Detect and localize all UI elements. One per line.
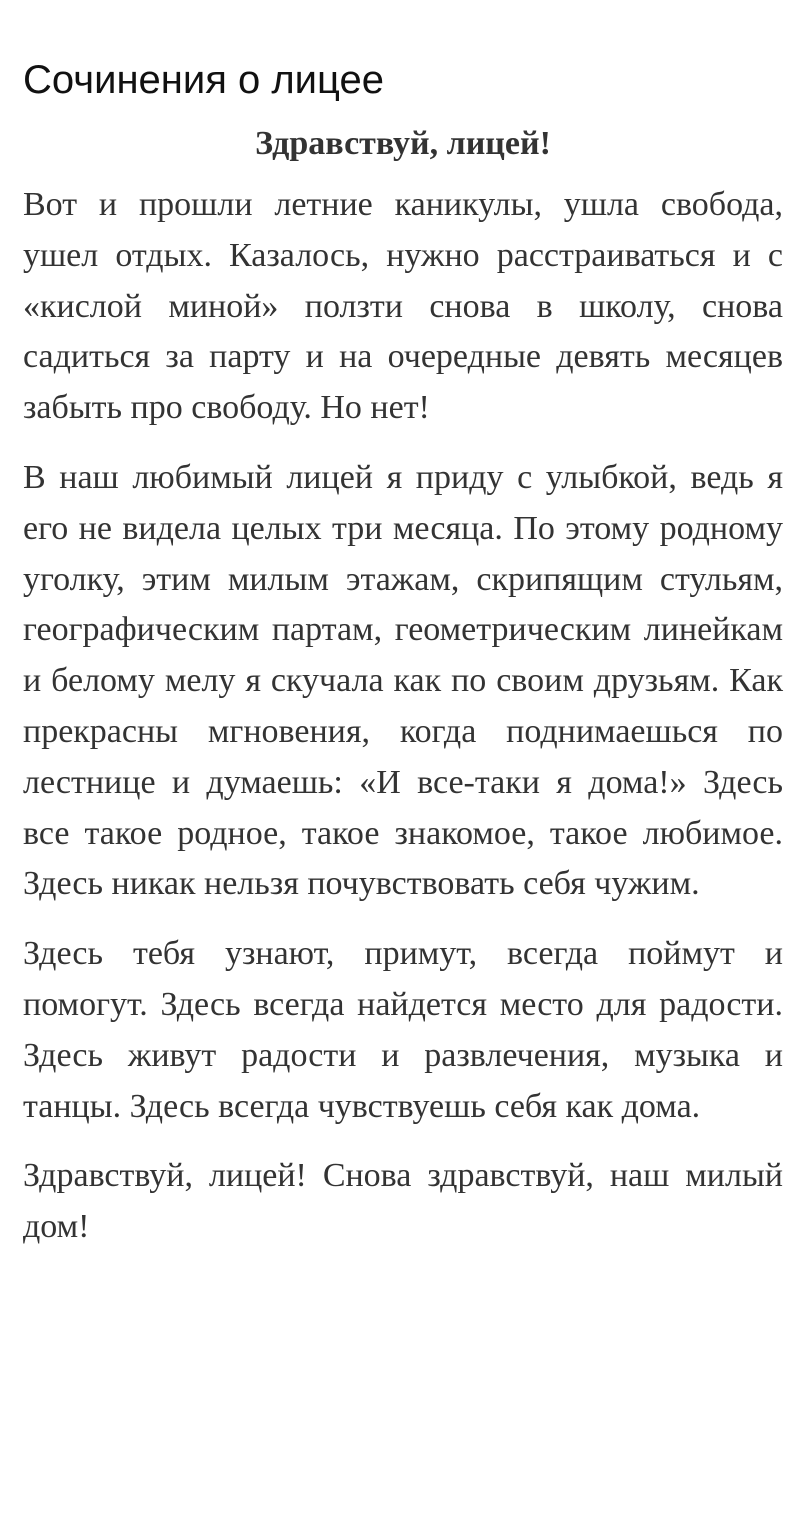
article-subtitle: Здравствуй, лицей! [255,125,551,162]
paragraph-3: Здесь тебя узнают, примут, всегда поймут и помогут. Здесь всегда найдется место для радости. Здесь живут радости и развлечения, музыка и танцы. Здесь всегда чувствуешь себя как дома. [23,935,783,1125]
article [23,56,783,1253]
paragraph-2: В наш любимый лицей я приду с улыбкой, ведь я его не видела целых три месяца. По этому родному уголку, этим милым этажам, скрипящим стульям, географическим партам, геометрическим линейкам и белому мелу я скучала как по своим друзьям. Как прекрасны мгновения, когда поднимаешься по лестнице и думаешь: «И все-таки я дома!» Здесь все такое родное, такое знакомое, такое любимое. Здесь никак нельзя почувствовать себя чужим. [23,458,783,903]
paragraph-4: Здравствуй, лицей! Снова здравствуй, наш милый дом! [23,1157,783,1246]
page-title: Сочинения о лицее [23,58,384,102]
paragraph-1: Вот и прошли летние каникулы, ушла свобода, ушел отдых. Казалось, нужно расстраиваться и с «кислой миной» ползти снова в школу, снова садиться за парту и на очередные девять месяцев забыть про свободу. Но нет! [23,186,783,427]
